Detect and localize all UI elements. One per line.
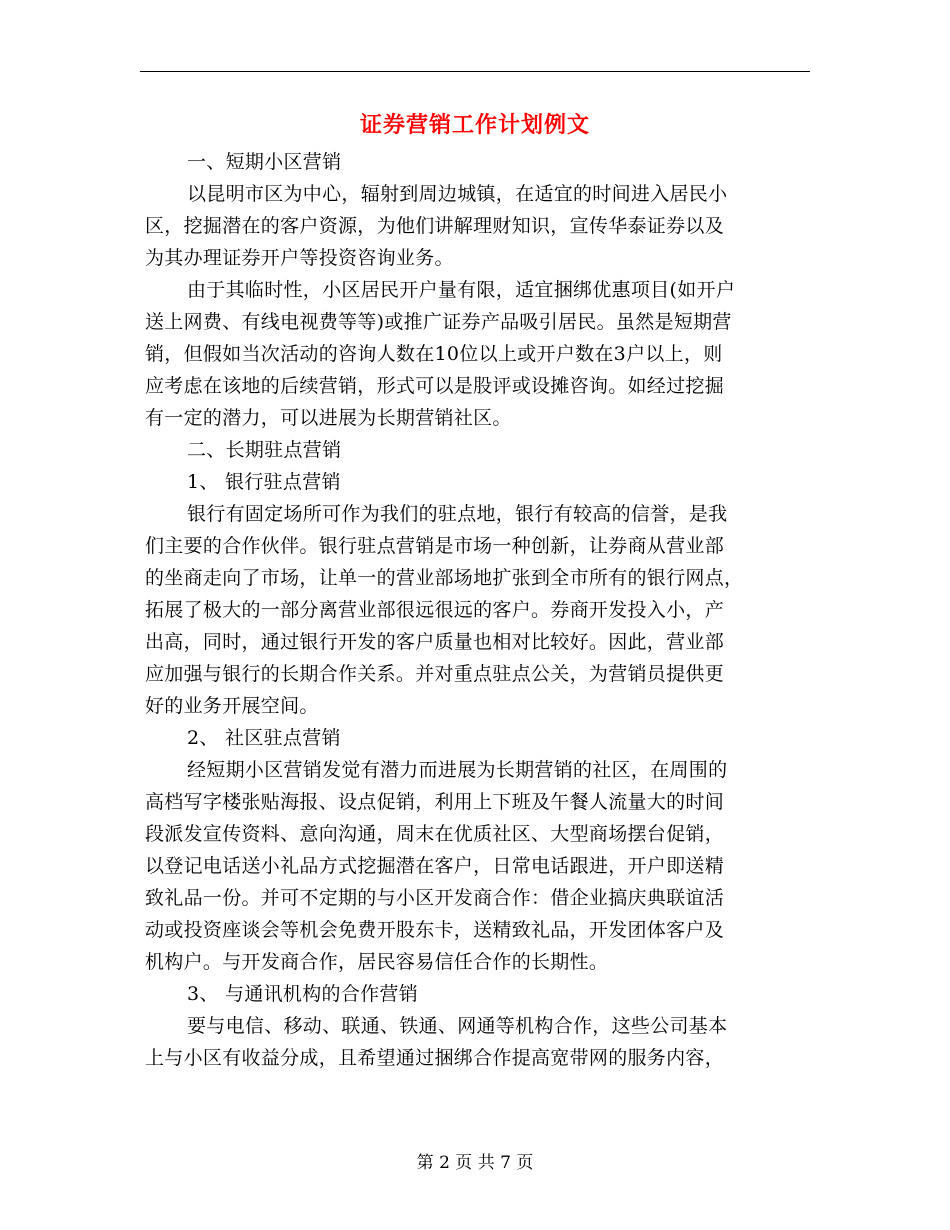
text-line: 为其办理证券开户等投资咨询业务。 xyxy=(145,247,454,269)
text-line: 拓展了极大的一部分离营业部很远很远的客户。券商开发投入小，产 xyxy=(145,599,725,621)
text-line: 高档写字楼张贴海报、设点促销，利用上下班及午餐人流量大的时间 xyxy=(145,791,725,813)
text-line: 段派发宣传资料、意向沟通，周末在优质社区、大型商场摆台促销， xyxy=(145,823,725,845)
text-line: 银行有固定场所可作为我们的驻点地，银行有较高的信誉，是我 xyxy=(187,503,728,525)
text-line: 区，挖掘潜在的客户资源，为他们讲解理财知识，宣传华泰证券以及 xyxy=(145,215,725,237)
text-line: 3、 与通讯机构的合作营销 xyxy=(187,983,419,1005)
header-rule xyxy=(140,71,810,72)
text-line: 机构户。与开发商合作，居民容易信任合作的长期性。 xyxy=(145,951,609,973)
text-line: 动或投资座谈会等机会免费开股东卡，送精致礼品，开发团体客户及 xyxy=(145,919,725,941)
text-line: 出高，同时，通过银行开发的客户质量也相对比较好。因此，营业部 xyxy=(145,631,725,653)
text-line: 1、 银行驻点营销 xyxy=(187,471,341,493)
text-line: 由于其临时性，小区居民开户量有限，适宜捆绑优惠项目(如开户 xyxy=(187,279,736,301)
text-line: 二、长期驻点营销 xyxy=(187,439,342,461)
text-line: 应加强与银行的长期合作关系。并对重点驻点公关，为营销员提供更 xyxy=(145,663,725,685)
text-line: 经短期小区营销发觉有潜力而进展为长期营销的社区，在周围的 xyxy=(187,759,728,781)
text-line: 以昆明市区为中心，辐射到周边城镇，在适宜的时间进入居民小 xyxy=(187,183,728,205)
text-line: 应考虑在该地的后续营销，形式可以是股评或设摊咨询。如经过挖掘 xyxy=(145,375,725,397)
text-line: 有一定的潜力，可以进展为长期营销社区。 xyxy=(145,407,512,429)
text-line: 一、短期小区营销 xyxy=(187,151,342,173)
text-line: 2、 社区驻点营销 xyxy=(187,727,341,749)
page-number-footer: 第 2 页 共 7 页 xyxy=(416,1153,534,1173)
text-line: 销，但假如当次活动的咨询人数在10位以上或开户数在3户以上，则 xyxy=(145,343,723,365)
text-line: 以登记电话送小礼品方式挖掘潜在客户，日常电话跟进，开户即送精 xyxy=(145,855,725,877)
document-title: 证券营销工作计划例文 xyxy=(359,112,590,138)
text-line: 致礼品一份。并可不定期的与小区开发商合作：借企业搞庆典联谊活 xyxy=(145,887,725,909)
text-line: 好的业务开展空间。 xyxy=(145,695,319,717)
text-line: 要与电信、移动、联通、铁通、网通等机构合作，这些公司基本 xyxy=(187,1015,728,1037)
text-line: 的坐商走向了市场，让单一的营业部场地扩张到全市所有的银行网点， xyxy=(145,567,744,589)
document-body xyxy=(145,146,805,1074)
text-line: 送上网费、有线电视费等等)或推广证券产品吸引居民。虽然是短期营 xyxy=(145,311,732,333)
text-line: 们主要的合作伙伴。银行驻点营销是市场一种创新，让券商从营业部 xyxy=(145,535,725,557)
text-line: 上与小区有收益分成，且希望通过捆绑合作提高宽带网的服务内容， xyxy=(145,1047,725,1069)
